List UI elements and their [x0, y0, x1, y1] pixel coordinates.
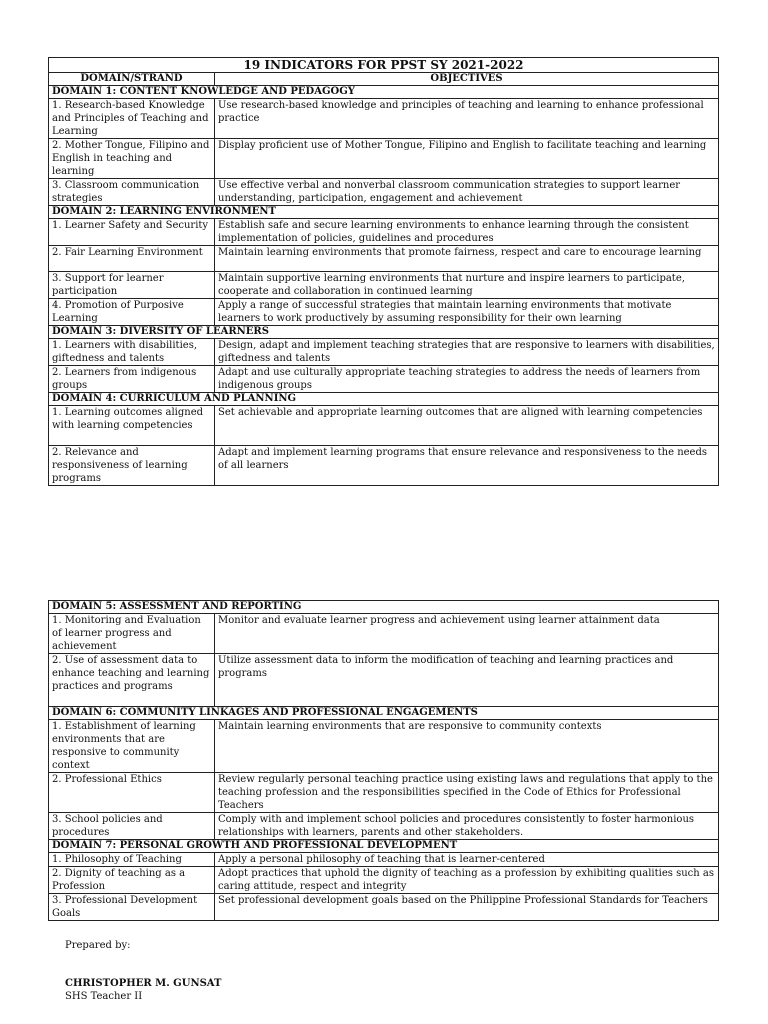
strand-cell: 2. Use of assessment data to enhance teaching and learning practices and programs — [49, 654, 215, 707]
domain-row — [49, 840, 719, 853]
objective-cell: Apply a personal philosophy of teaching that is learner-centered — [215, 853, 719, 867]
strand-cell: 1. Research-based Knowledge and Principles of Teaching and Learning — [49, 99, 215, 139]
strand-cell: 1. Monitoring and Evaluation of learner progress and achievement — [49, 614, 215, 654]
domain-label: DOMAIN 4: CURRICULUM AND PLANNING — [49, 393, 719, 406]
table-row — [49, 446, 719, 486]
strand-cell: 2. Learners from indigenous groups — [49, 366, 215, 393]
objective-cell: Monitor and evaluate learner progress and achievement using learner attainment data — [215, 614, 719, 654]
objective-cell: Apply a range of successful strategies that maintain learning environments that motivate learners to work productively by assuming responsibility for their own learning — [215, 299, 719, 326]
objective-cell: Adopt practices that uphold the dignity of teaching as a profession by exhibiting qualities such as caring attitude, respect and integrity — [215, 867, 719, 894]
objective-cell: Design, adapt and implement teaching strategies that are responsive to learners with disabilities, giftedness and talents — [215, 339, 719, 366]
header-objectives: OBJECTIVES — [215, 73, 719, 86]
table-row — [49, 654, 719, 707]
domain-label: DOMAIN 2: LEARNING ENVIRONMENT — [49, 206, 719, 219]
domain-row — [49, 601, 719, 614]
objective-cell: Use effective verbal and nonverbal classroom communication strategies to support learner understanding, participation, engagement and achievement — [215, 179, 719, 206]
table-row — [49, 853, 719, 867]
signatory-position: SHS Teacher II — [65, 991, 143, 1002]
table-title-row — [49, 58, 719, 73]
domain-row — [49, 206, 719, 219]
objective-cell: Adapt and use culturally appropriate teaching strategies to address the needs of learners from indigenous groups — [215, 366, 719, 393]
objective-cell: Maintain learning environments that promote fairness, respect and care to encourage learning — [215, 246, 719, 272]
table-row — [49, 720, 719, 773]
strand-cell: 1. Establishment of learning environments that are responsive to community context — [49, 720, 215, 773]
strand-cell: 3. Support for learner participation — [49, 272, 215, 299]
objective-cell: Comply with and implement school policies and procedures consistently to foster harmonious relationships with learners, parents and other stakeholders. — [215, 813, 719, 840]
table-row — [49, 813, 719, 840]
domain-label: DOMAIN 7: PERSONAL GROWTH AND PROFESSIONAL DEVELOPMENT — [49, 840, 719, 853]
header-strand: DOMAIN/STRAND — [49, 73, 215, 86]
objective-cell: Display proficient use of Mother Tongue, Filipino and English to facilitate teaching and learning — [215, 139, 719, 179]
strand-cell: 2. Mother Tongue, Filipino and English in teaching and learning — [49, 139, 215, 179]
table-row — [49, 246, 719, 272]
strand-cell: 1. Philosophy of Teaching — [49, 853, 215, 867]
table-row — [49, 366, 719, 393]
ppst-indicators-table-page2 — [48, 600, 719, 921]
objective-cell: Maintain supportive learning environments that nurture and inspire learners to participate, cooperate and collaboration in continued learning — [215, 272, 719, 299]
table-row — [49, 614, 719, 654]
table-row — [49, 406, 719, 446]
objective-cell: Set professional development goals based on the Philippine Professional Standards for Teachers — [215, 894, 719, 921]
table-row — [49, 219, 719, 246]
table-row — [49, 99, 719, 139]
table-row — [49, 179, 719, 206]
table-row — [49, 867, 719, 894]
domain-row — [49, 86, 719, 99]
table-row — [49, 299, 719, 326]
strand-cell: 2. Dignity of teaching as a Profession — [49, 867, 215, 894]
strand-cell: 2. Professional Ethics — [49, 773, 215, 813]
table-row — [49, 894, 719, 921]
strand-cell: 1. Learning outcomes aligned with learning competencies — [49, 406, 215, 446]
objective-cell: Set achievable and appropriate learning outcomes that are aligned with learning competencies — [215, 406, 719, 446]
table-row — [49, 139, 719, 179]
objective-cell: Establish safe and secure learning environments to enhance learning through the consistent implementation of policies, guidelines and procedures — [215, 219, 719, 246]
domain-label: DOMAIN 6: COMMUNITY LINKAGES AND PROFESSIONAL ENGAGEMENTS — [49, 707, 719, 720]
domain-label: DOMAIN 5: ASSESSMENT AND REPORTING — [49, 601, 719, 614]
table-title: 19 INDICATORS FOR PPST SY 2021-2022 — [49, 58, 719, 73]
table-row — [49, 272, 719, 299]
domain-label: DOMAIN 3: DIVERSITY OF LEARNERS — [49, 326, 719, 339]
prepared-by-label: Prepared by: — [65, 940, 131, 951]
objective-cell: Utilize assessment data to inform the modification of teaching and learning practices and programs — [215, 654, 719, 707]
strand-cell: 3. School policies and procedures — [49, 813, 215, 840]
objective-cell: Adapt and implement learning programs that ensure relevance and responsiveness to the needs of all learners — [215, 446, 719, 486]
domain-label: DOMAIN 1: CONTENT KNOWLEDGE AND PEDAGOGY — [49, 86, 719, 99]
strand-cell: 1. Learners with disabilities, giftedness and talents — [49, 339, 215, 366]
strand-cell: 3. Professional Development Goals — [49, 894, 215, 921]
strand-cell: 2. Fair Learning Environment — [49, 246, 215, 272]
ppst-indicators-table-page1 — [48, 57, 719, 486]
table-header-row — [49, 73, 719, 86]
objective-cell: Review regularly personal teaching practice using existing laws and regulations that apply to the teaching profession and the responsibilities specified in the Code of Ethics for Professional Teachers — [215, 773, 719, 813]
domain-row — [49, 326, 719, 339]
strand-cell: 3. Classroom communication strategies — [49, 179, 215, 206]
table-row — [49, 339, 719, 366]
objective-cell: Maintain learning environments that are responsive to community contexts — [215, 720, 719, 773]
domain-row — [49, 393, 719, 406]
strand-cell: 2. Relevance and responsiveness of learning programs — [49, 446, 215, 486]
strand-cell: 4. Promotion of Purposive Learning — [49, 299, 215, 326]
table-row — [49, 773, 719, 813]
objective-cell: Use research-based knowledge and principles of teaching and learning to enhance professional practice — [215, 99, 719, 139]
strand-cell: 1. Learner Safety and Security — [49, 219, 215, 246]
domain-row — [49, 707, 719, 720]
signatory-name: CHRISTOPHER M. GUNSAT — [65, 978, 222, 989]
